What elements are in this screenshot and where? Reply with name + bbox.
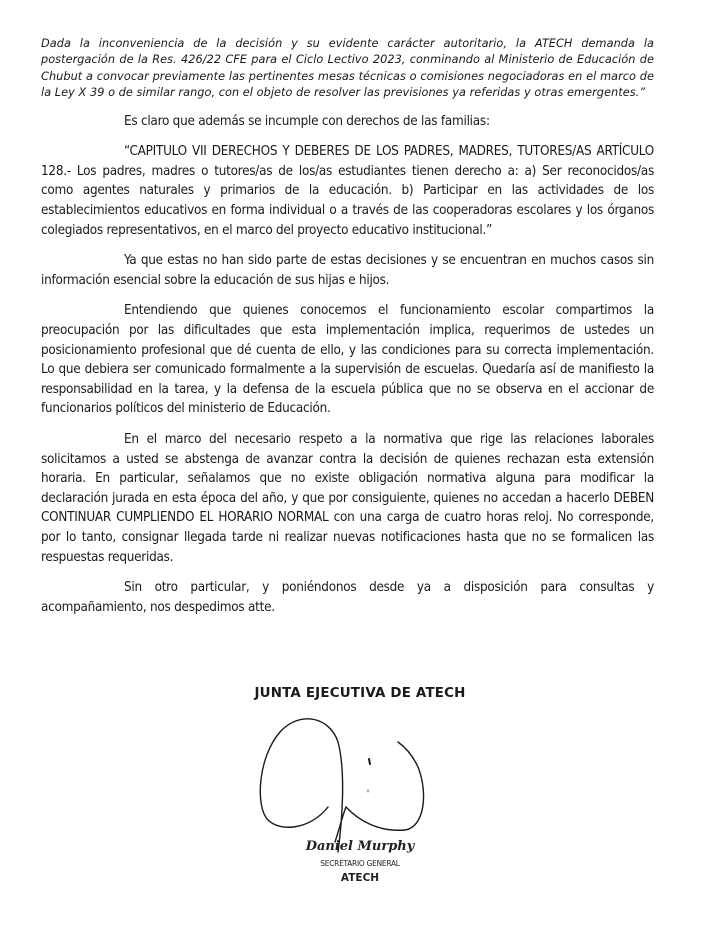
letter-body <box>41 36 654 617</box>
paragraph-labor-regulations: En el marco del necesario respeto a la normativa que rige las relaciones laborales solicitamos a usted se abstenga de avanzar contra la decisión de quienes rechazan esta extensión horaria. En particular, señalamos que no existe obligación normativa alguna para modificar la declaración jurada en esta época del año, y que por consiguiente, quienes no accedan a hacerlo DEBEN CONTINUAR CUMPLIENDO EL HORARIO NORMAL con una carga de cuatro horas reloj. No corresponde, por lo tanto, consignar llegada tarde ni realizar nuevas notificaciones hasta que no se formalicen las respuestas requeridas. <box>41 431 654 565</box>
signatory-organization: ATECH <box>340 872 380 884</box>
paragraph-article-128-quote: “CAPITULO VII DERECHOS Y DEBERES DE LOS PADRES, MADRES, TUTORES/AS ARTÍCULO 128.- Los padres, madres o tutores/as de los/as estudiantes tienen derecho a: a) Ser reconocidos/as como agentes naturales y primarios de la educación. b) Participar en las actividades de los establecimientos educativos en forma individual o a través de las cooperadoras escolares y los órganos colegiados representativos, en el marco del proyecto educativo institucional.” <box>41 144 654 238</box>
signature-heading: JUNTA EJECUTIVA DE ATECH <box>254 686 466 701</box>
signatory-role: SECRETARIO GENERAL <box>320 858 400 868</box>
paragraph-closing: Sin otro particular, y poniéndonos desde ya a disposición para consultas y acompañamiento, nos despedimos atte. <box>41 580 654 615</box>
paragraph-families-rights: Es claro que además se incumple con derechos de las familias: <box>124 113 490 129</box>
signatory-name: Daniel Murphy <box>305 839 415 854</box>
paragraph-professional-position: Entendiendo que quienes conocemos el funcionamiento escolar compartimos la preocupación por las dificultades que esta implementación implica, requerimos de ustedes un posicionamiento profesional que dé cuenta de ello, y las condiciones para su correcta implementación. Lo que debiera ser comunicado formalmente a la supervisión de escuelas. Quedaría así de manifiesto la responsabilidad en la tarea, y la defensa de la escuela pública que no se observa en el accionar de funcionarios políticos del ministerio de Educación. <box>41 303 654 417</box>
intro-quote: Dada la inconveniencia de la decisión y su evidente carácter autoritario, la ATECH demanda la postergación de la Res. 426/22 CFE para el Ciclo Lectivo 2023, conminando al Ministerio de Educación de Chubut a convocar previamente las pertinentes mesas técnicas o comisiones negociadoras en el marco de la Ley X 39 o de similar rango, con el objeto de resolver las previsiones ya referidas y otras emergentes.” <box>41 37 654 100</box>
paragraph-not-part-of-decisions: Ya que estas no han sido parte de estas decisiones y se encuentran en muchos casos sin información esencial sobre la educación de sus hijas e hijos. <box>41 253 654 288</box>
